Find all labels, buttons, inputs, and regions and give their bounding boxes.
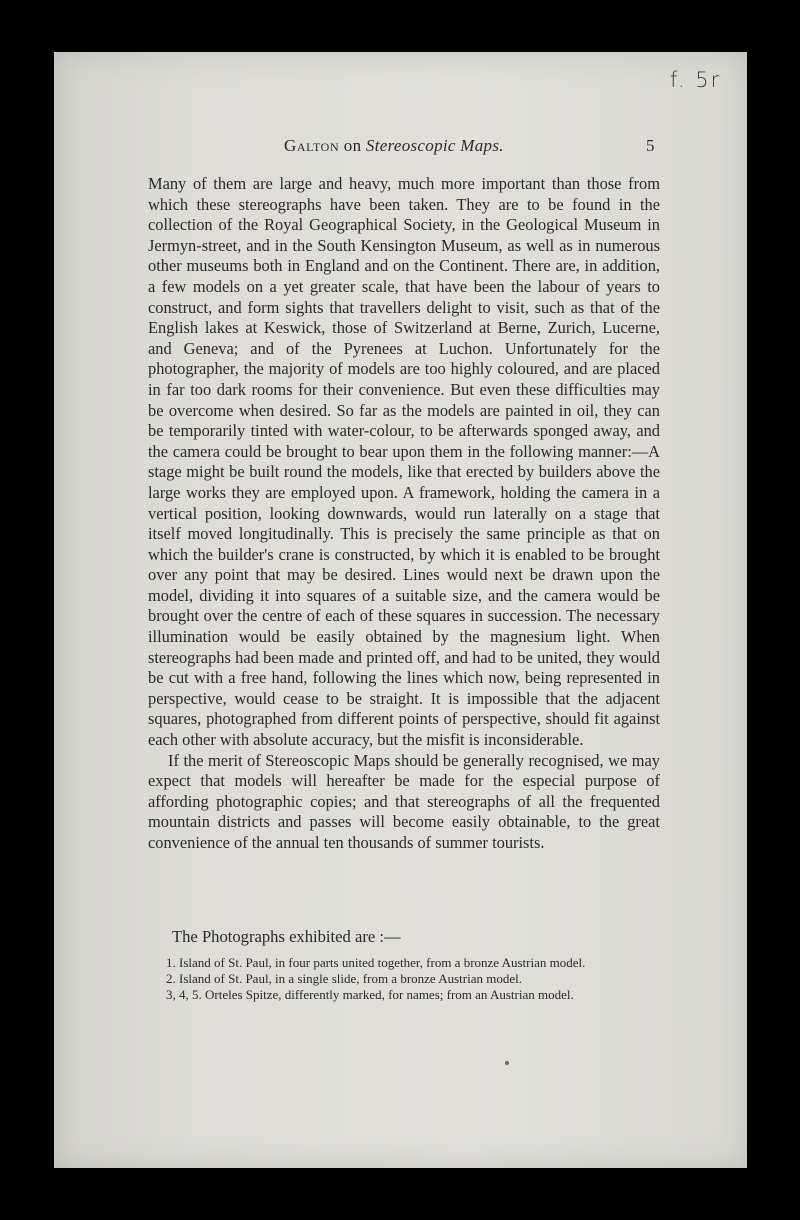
ink-speck [505,1061,509,1065]
exhibit-item-1: 1. Island of St. Paul, in four parts united together, from a bronze Austrian model. [166,955,586,970]
running-title-text: Stereoscopic Maps. [365,136,504,155]
running-author: Galton [284,136,340,155]
paragraph-1: Many of them are large and heavy, much more important than those from which these stereographs have been taken. They are to be found in the collection of the Royal Geographical Society, in the Geological Museum in Jermyn-street, and in the South Kensington Museum, as well as in numerous other museums both in England and on the Continent. There are, in addition, a few models on a yet greater scale, that have been the labour of years to construct, and form sights that travellers delight to visit, such as that of the English lakes at Keswick, those of Switzerland at Berne, Zurich, Lucerne, and Geneva; and of the Pyrenees at Luchon. Unfortunately for the photographer, the majority of models are too highly coloured, and are placed in far too dark rooms for their convenience. But even these difficulties may be overcome when desired. So far as the models are painted in oil, they can be temporarily tinted with water-colour, to be afterwards sponged away, and the camera could be brought to bear upon them in the following manner:—A stage might be built round the models, like that erected by builders above the large works they are employed upon. A framework, holding the camera in a vertical position, looking downwards, would run laterally on a stage that itself moved longitudinally. This is precisely the same principle as that on which the builder's crane is constructed, by which it is enabled to be brought over any point that may be desired. Lines would next be drawn upon the model, dividing it into squares of a suitable size, and the camera would be brought over the centre of each of these squares in succession. The necessary illumination would be easily obtained by the magnesium light. When stereographs had been made and printed off, and had to be united, they would be cut with a free hand, following the lines which now, being represented in perspective, would cease to be straight. It is impossible that the adjacent squares, photographed from different points of perspective, should fit against each other with absolute accuracy, but the misfit is inconsiderable. [148,174,660,750]
page-number: 5 [646,136,655,155]
exhibit-list [148,955,662,1003]
body-text [148,174,660,854]
exhibit-item-2: 2. Island of St. Paul, in a single slide, from a bronze Austrian model. [166,971,522,986]
exhibit-intro: The Photographs exhibited are :— [172,927,401,946]
running-title [284,136,504,156]
paragraph-2: If the merit of Stereoscopic Maps should be generally recognised, we may expect that models will hereafter be made for the especial purpose of affording photographic copies; and that stereographs of all the frequented mountain districts and passes will become easily obtainable, to the great convenience of the annual ten thousands of summer tourists. [148,750,660,852]
folio-mark: f. 5r [670,68,722,92]
running-connector: on [339,136,366,155]
document-page [54,52,747,1168]
exhibit-item-3: 3, 4, 5. Orteles Spitze, differently marked, for names; from an Austrian model. [166,987,574,1002]
running-head [54,136,747,160]
